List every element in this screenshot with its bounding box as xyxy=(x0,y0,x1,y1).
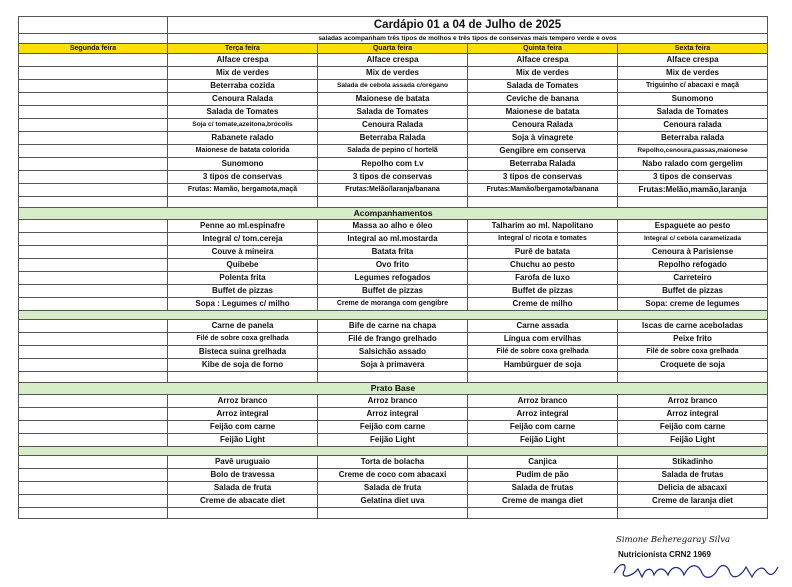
empty-cell xyxy=(618,508,768,519)
menu-item: Integral ao ml.mostarda xyxy=(318,233,468,246)
empty-cell xyxy=(19,495,168,508)
menu-item: Buffet de pizzas xyxy=(468,285,618,298)
menu-item: Couve à mineira xyxy=(168,246,318,259)
menu-table xyxy=(18,16,768,519)
menu-item: Arroz integral xyxy=(468,408,618,421)
menu-item: Polenta frita xyxy=(168,272,318,285)
menu-item: Cenoura Ralada xyxy=(318,119,468,132)
menu-item: Feijão com carne xyxy=(468,421,618,434)
menu-item: Carreteiro xyxy=(618,272,768,285)
section-divider xyxy=(19,311,768,320)
menu-item: Salada de fruta xyxy=(318,482,468,495)
menu-item: Massa ao alho e óleo xyxy=(318,220,468,233)
section-header-row xyxy=(19,383,768,395)
menu-item: Beterraba Ralada xyxy=(318,132,468,145)
menu-item: Pavê uruguaio xyxy=(168,456,318,469)
menu-item: Creme de laranja diet xyxy=(618,495,768,508)
side-dish-row xyxy=(19,285,768,298)
menu-item: Maionese de batata colorida xyxy=(168,145,318,158)
menu-item: Torta de bolacha xyxy=(318,456,468,469)
menu-item: Filé de sobre coxa grelhada xyxy=(168,333,318,346)
menu-item: Frutas: Mamão, bergamota,maçã xyxy=(168,184,318,197)
menu-item: Cenoura Ralada xyxy=(468,119,618,132)
menu-item: Língua com ervilhas xyxy=(468,333,618,346)
menu-item: Legumes refogados xyxy=(318,272,468,285)
dessert-row xyxy=(19,456,768,469)
empty-cell xyxy=(19,482,168,495)
empty-cell xyxy=(19,346,168,359)
menu-item: Triguinho c/ abacaxi e maçã xyxy=(618,80,768,93)
menu-item: Salada de Tomates xyxy=(468,80,618,93)
empty-cell xyxy=(19,372,168,383)
section-divider xyxy=(19,447,768,456)
menu-item: Quibebe xyxy=(168,259,318,272)
empty-cell xyxy=(318,508,468,519)
empty-cell xyxy=(19,421,168,434)
salad-row xyxy=(19,184,768,197)
menu-item: Filé de frango grelhado xyxy=(318,333,468,346)
menu-item: Filé de sobre coxa grelhada xyxy=(618,346,768,359)
menu-item: Canjica xyxy=(468,456,618,469)
menu-item: Hambúrguer de soja xyxy=(468,359,618,372)
salad-row xyxy=(19,67,768,80)
empty-cell xyxy=(19,17,168,34)
menu-item: Beterraba ralada xyxy=(618,132,768,145)
dessert-row xyxy=(19,469,768,482)
dessert-row xyxy=(19,482,768,495)
empty-cell xyxy=(19,395,168,408)
empty-cell xyxy=(19,184,168,197)
menu-item: Alface crespa xyxy=(318,54,468,67)
empty-cell xyxy=(19,246,168,259)
menu-item: Chuchu ao pesto xyxy=(468,259,618,272)
section-header: Acompanhamentos xyxy=(19,208,768,220)
empty-cell xyxy=(19,220,168,233)
empty-cell xyxy=(19,145,168,158)
menu-item: Kibe de soja de forno xyxy=(168,359,318,372)
day-header: Sexta feira xyxy=(618,44,768,54)
menu-item: Creme de manga diet xyxy=(468,495,618,508)
protein-row xyxy=(19,359,768,372)
menu-item: Repolho com t.v xyxy=(318,158,468,171)
empty-cell xyxy=(19,93,168,106)
side-dish-row xyxy=(19,259,768,272)
menu-item: Bolo de travessa xyxy=(168,469,318,482)
menu-item: Feijão Light xyxy=(468,434,618,447)
salad-row xyxy=(19,54,768,67)
menu-item: Integral c/ cebola caramelizada xyxy=(618,233,768,246)
menu-item: Cenoura Ralada xyxy=(168,93,318,106)
empty-cell xyxy=(19,333,168,346)
empty-cell xyxy=(19,132,168,145)
menu-item: Sunomono xyxy=(618,93,768,106)
menu-item: Salada de Tomates xyxy=(168,106,318,119)
menu-item: Ovo frito xyxy=(318,259,468,272)
menu-item: Creme de moranga com gengibre xyxy=(318,298,468,311)
menu-item: Repolho,cenoura,passas,maionese xyxy=(618,145,768,158)
day-header: Quinta feira xyxy=(468,44,618,54)
empty-cell xyxy=(19,508,168,519)
menu-item: Buffet de pizzas xyxy=(318,285,468,298)
empty-cell xyxy=(168,372,318,383)
menu-item: Purê de batata xyxy=(468,246,618,259)
menu-item: Salada de Tomates xyxy=(318,106,468,119)
salad-row xyxy=(19,80,768,93)
empty-cell xyxy=(19,259,168,272)
menu-item: Rabanete ralado xyxy=(168,132,318,145)
menu-item: Cenoura à Parisiense xyxy=(618,246,768,259)
menu-item: Batata frita xyxy=(318,246,468,259)
menu-item: Alface crespa xyxy=(618,54,768,67)
empty-cell xyxy=(19,434,168,447)
menu-item: Salada de pepino c/ hortelã xyxy=(318,145,468,158)
empty-cell xyxy=(168,197,318,208)
empty-cell xyxy=(19,272,168,285)
subtitle-row xyxy=(19,34,768,44)
salad-row xyxy=(19,106,768,119)
menu-item: Soja à vinagrete xyxy=(468,132,618,145)
base-dish-row xyxy=(19,408,768,421)
day-header: Segunda feira xyxy=(19,44,168,54)
signature-name: Simone Beheregaray Silva xyxy=(616,535,731,545)
menu-item: Integral c/ tom.cereja xyxy=(168,233,318,246)
menu-item: Sunomono xyxy=(168,158,318,171)
menu-item: Arroz integral xyxy=(618,408,768,421)
menu-item: Soja c/ tomate,azeitona,brócolis xyxy=(168,119,318,132)
menu-item: Mix de verdes xyxy=(318,67,468,80)
menu-item: Croquete de soja xyxy=(618,359,768,372)
empty-cell xyxy=(19,298,168,311)
day-header-row xyxy=(19,44,768,54)
empty-cell xyxy=(318,372,468,383)
handwritten-signature xyxy=(606,555,784,585)
menu-item: Feijão com carne xyxy=(318,421,468,434)
menu-item: Beterraba Ralada xyxy=(468,158,618,171)
menu-item: Espaguete ao pesto xyxy=(618,220,768,233)
protein-row xyxy=(19,333,768,346)
menu-item: Nabo ralado com gergelim xyxy=(618,158,768,171)
menu-item: 3 tipos de conservas xyxy=(618,171,768,184)
menu-item: Buffet de pizzas xyxy=(168,285,318,298)
menu-item: Maionese de batata xyxy=(318,93,468,106)
menu-item: Arroz branco xyxy=(468,395,618,408)
menu-item: Farofa de luxo xyxy=(468,272,618,285)
side-dish-row xyxy=(19,220,768,233)
menu-item: Soja à primavera xyxy=(318,359,468,372)
empty-cell xyxy=(19,54,168,67)
menu-item: Sopa : Legumes c/ milho xyxy=(168,298,318,311)
menu-item: Mix de verdes xyxy=(468,67,618,80)
menu-item: Salada de cebola assada c/orégano xyxy=(318,80,468,93)
base-dish-row xyxy=(19,395,768,408)
dessert-row xyxy=(19,495,768,508)
menu-item: 3 tipos de conservas xyxy=(468,171,618,184)
menu-item: Bife de carne na chapa xyxy=(318,320,468,333)
menu-item: Gengibre em conserva xyxy=(468,145,618,158)
day-header: Terça feira xyxy=(168,44,318,54)
menu-subtitle: saladas acompanham três tipos de molhos e três tipos de conservas mais tempero verde e ovos xyxy=(168,34,768,44)
menu-item: Mix de verdes xyxy=(168,67,318,80)
menu-item: Feijão com carne xyxy=(168,421,318,434)
empty-cell xyxy=(19,233,168,246)
menu-item: Carne de panela xyxy=(168,320,318,333)
menu-sheet xyxy=(18,16,767,519)
empty-cell xyxy=(19,80,168,93)
menu-item: Stikadinho xyxy=(618,456,768,469)
salad-row xyxy=(19,119,768,132)
menu-item: Pudim de pão xyxy=(468,469,618,482)
empty-cell xyxy=(19,171,168,184)
menu-item: Salada de frutas xyxy=(618,469,768,482)
blank-row xyxy=(19,197,768,208)
protein-row xyxy=(19,346,768,359)
menu-item: Cenoura ralada xyxy=(618,119,768,132)
menu-item: Frutas:Mamão/bergamota/banana xyxy=(468,184,618,197)
menu-item: Arroz branco xyxy=(618,395,768,408)
menu-item: Maionese de batata xyxy=(468,106,618,119)
empty-cell xyxy=(19,469,168,482)
menu-item: Peixe frito xyxy=(618,333,768,346)
blank-row xyxy=(19,508,768,519)
menu-item: Feijão Light xyxy=(618,434,768,447)
menu-item: Alface crespa xyxy=(468,54,618,67)
menu-item: 3 tipos de conservas xyxy=(168,171,318,184)
empty-cell xyxy=(19,158,168,171)
empty-cell xyxy=(168,508,318,519)
menu-item: Integral c/ ricota e tomates xyxy=(468,233,618,246)
menu-item: Salada de Tomates xyxy=(618,106,768,119)
empty-cell xyxy=(19,408,168,421)
section-header-row xyxy=(19,208,768,220)
menu-item: Arroz integral xyxy=(318,408,468,421)
menu-item: Mix de verdes xyxy=(618,67,768,80)
empty-cell xyxy=(19,320,168,333)
empty-cell xyxy=(468,372,618,383)
empty-cell xyxy=(19,285,168,298)
menu-item: Arroz branco xyxy=(318,395,468,408)
menu-item: Iscas de carne aceboladas xyxy=(618,320,768,333)
empty-cell xyxy=(19,197,168,208)
menu-item: Ceviche de banana xyxy=(468,93,618,106)
empty-cell xyxy=(19,34,168,44)
menu-item: Creme de coco com abacaxi xyxy=(318,469,468,482)
menu-item: Feijão Light xyxy=(318,434,468,447)
menu-item: Carne assada xyxy=(468,320,618,333)
empty-cell xyxy=(19,456,168,469)
title-row xyxy=(19,17,768,34)
menu-item: Bisteca suina grelhada xyxy=(168,346,318,359)
empty-cell xyxy=(618,372,768,383)
menu-item: Gelatina diet uva xyxy=(318,495,468,508)
salad-row xyxy=(19,171,768,184)
menu-item: Repolho refogado xyxy=(618,259,768,272)
menu-item: Salada de fruta xyxy=(168,482,318,495)
page-title: Cardápio 01 a 04 de Julho de 2025 xyxy=(168,17,768,34)
base-dish-row xyxy=(19,434,768,447)
side-dish-row xyxy=(19,298,768,311)
empty-cell xyxy=(19,359,168,372)
empty-cell xyxy=(318,197,468,208)
menu-item: Frutas:Melão,mamão,laranja xyxy=(618,184,768,197)
side-dish-row xyxy=(19,272,768,285)
empty-cell xyxy=(19,106,168,119)
protein-row xyxy=(19,320,768,333)
menu-item: Feijão com carne xyxy=(618,421,768,434)
side-dish-row xyxy=(19,246,768,259)
section-divider-band xyxy=(19,447,768,456)
menu-item: Alface crespa xyxy=(168,54,318,67)
salad-row xyxy=(19,93,768,106)
menu-item: Arroz integral xyxy=(168,408,318,421)
empty-cell xyxy=(468,197,618,208)
menu-item: Salsichão assado xyxy=(318,346,468,359)
signature-block xyxy=(606,535,786,585)
menu-item: Penne ao ml.espinafre xyxy=(168,220,318,233)
salad-row xyxy=(19,132,768,145)
menu-item: Salada de frutas xyxy=(468,482,618,495)
menu-item: Frutas:Melão/laranja/banana xyxy=(318,184,468,197)
day-header: Quarta feira xyxy=(318,44,468,54)
menu-item: Buffet de pizzas xyxy=(618,285,768,298)
menu-item: Arroz branco xyxy=(168,395,318,408)
menu-item: Filé de sobre coxa grelhada xyxy=(468,346,618,359)
empty-cell xyxy=(19,119,168,132)
menu-item: Beterraba cozida xyxy=(168,80,318,93)
base-dish-row xyxy=(19,421,768,434)
section-divider-band xyxy=(19,311,768,320)
empty-cell xyxy=(468,508,618,519)
menu-item: Sopa: creme de legumes xyxy=(618,298,768,311)
side-dish-row xyxy=(19,233,768,246)
menu-item: Creme de abacate diet xyxy=(168,495,318,508)
menu-item: Delicia de abacaxi xyxy=(618,482,768,495)
section-header: Prato Base xyxy=(19,383,768,395)
menu-item: 3 tipos de conservas xyxy=(318,171,468,184)
menu-item: Creme de milho xyxy=(468,298,618,311)
empty-cell xyxy=(19,67,168,80)
blank-row xyxy=(19,372,768,383)
signature-crn: Nutricionista CRN2 1969 xyxy=(618,550,711,559)
salad-row xyxy=(19,158,768,171)
empty-cell xyxy=(618,197,768,208)
menu-item: Talharim ao ml. Napolitano xyxy=(468,220,618,233)
menu-item: Feijão Light xyxy=(168,434,318,447)
salad-row xyxy=(19,145,768,158)
